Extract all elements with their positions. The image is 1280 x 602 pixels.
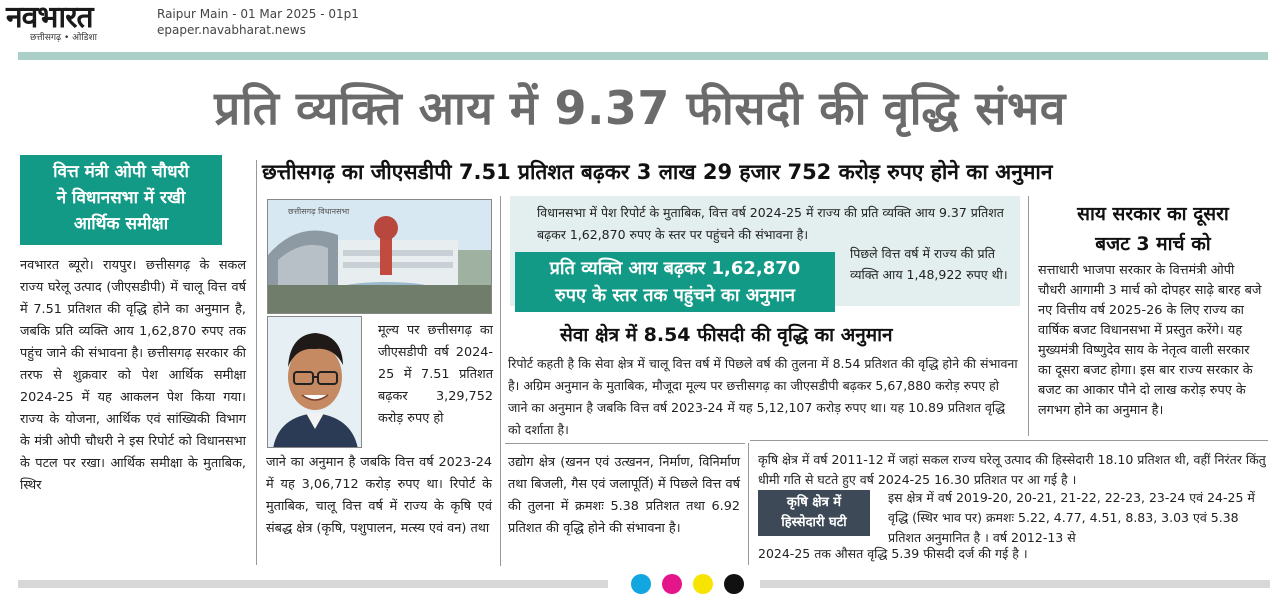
masthead	[0, 0, 1280, 44]
registration-dot-cyan	[631, 574, 651, 594]
column-divider	[1028, 196, 1029, 436]
agriculture-conclusion: 2024-25 तक औसत वृद्धि 5.39 फीसदी दर्ज की गई है ।	[758, 546, 1028, 561]
service-sector-heading: सेवा क्षेत्र में 8.54 फीसदी की वृद्धि का अनुमान	[560, 324, 893, 346]
kicker-line: हिस्सेदारी घटी	[781, 515, 847, 530]
middle-column-body-2: जाने का अनुमान है जबकि वित्त वर्ष 2023-24 में यह 3,06,712 करोड़ रुपए था। रिपोर्ट के मुताबिक, चालू वित्त वर्ष में राज्य के कृषि एवं संबद्ध क्षेत्र (कृषि, पशुपालन, मत्स्य एवं वन) तथा	[266, 455, 492, 536]
bottom-rule	[760, 580, 1270, 588]
column-divider	[748, 443, 749, 565]
agriculture-kicker	[758, 490, 870, 536]
epaper-url[interactable]: epaper.navabharat.news	[157, 23, 306, 37]
registration-dot-black	[724, 574, 744, 594]
page-subheadline: छत्तीसगढ़ का जीएसडीपी 7.51 प्रतिशत बढ़कर 3 लाख 29 हजार 752 करोड़ रुपए होने का अनुमान	[262, 160, 1053, 184]
column-divider	[256, 160, 257, 565]
building-illustration	[268, 200, 492, 314]
minister-portrait-photo	[267, 316, 362, 448]
section-divider	[505, 443, 745, 444]
kicker-line: वित्त मंत्री ओपी चौधरी	[53, 162, 189, 182]
heading-line: बजट 3 मार्च को	[1095, 233, 1211, 255]
edition-info: Raipur Main - 01 Mar 2025 - 01p1	[157, 7, 359, 21]
page-headline: प्रति व्यक्ति आय में 9.37 फीसदी की वृद्धि संभव	[214, 81, 1066, 135]
previous-year-income: पिछले वित्त वर्ष में राज्य की प्रति व्यक्ति आय 1,48,922 रुपए थी।	[850, 246, 1008, 282]
budget-heading	[1038, 199, 1268, 259]
logo-subtitle: छत्तीसगढ़ • ओडिशा	[30, 33, 97, 43]
agriculture-body: इस क्षेत्र में वर्ष 2019-20, 20-21, 21-22, 22-23, 23-24 एवं 24-25 में वृद्धि (स्थिर भाव पर) क्रमशः 5.22, 4.77, 4.51, 8.83, 3.03 एवं 5.38 प्रतिशत अनुमानित है । वर्ष 2012-13 से	[888, 490, 1255, 545]
industry-sector-body: उद्योग क्षेत्र (खनन एवं उत्खनन, निर्माण, विनिर्माण तथा बिजली, गैस एवं जलापूर्ति) में पिछले वित्त वर्ष की तुलना में क्रमशः 5.38 प्रतिशत तथा 6.92 प्रतिशत की वृद्धि होने की संभावना है।	[508, 455, 740, 536]
kicker-line: आर्थिक समीक्षा	[73, 214, 169, 234]
per-capita-kicker	[515, 252, 835, 312]
building-board-text: छत्तीसगढ़ विधानसभा	[288, 207, 350, 216]
budget-body: सत्ताधारी भाजपा सरकार के वित्तमंत्री ओपी चौधरी आगामी 3 मार्च को दोपहर साढ़े बारह बजे नए वित्तीय वर्ष 2025-26 के लिए राज्य का वार्षिक बजट विधानसभा में प्रस्तुत करेंगे। यह मुख्यमंत्री विष्णुदेव साय के नेतृत्व वाली सरकार का दूसरा बजट होगा। इस बार राज्य सरकार के बजट का आकार पौने दो लाख करोड़ रुपए के लगभग होने का अनुमान है।	[1038, 263, 1262, 418]
service-sector-body: रिपोर्ट कहती है कि सेवा क्षेत्र में चालू वित्त वर्ष में पिछले वर्ष की तुलना में 8.54 प्रतिशत की वृद्धि होने की संभावना है। अग्रिम अनुमान के मुताबिक, मौजूदा मूल्य पर छत्तीसगढ़ का जीएसडीपी बढ़कर 5,67,880 करोड़ रुपए हो जाने का अनुमान है जबकि वित्त वर्ष 2023-24 में यह 5,12,107 करोड़ रुपए था। यह 10.89 प्रतिशत वृद्धि को दर्शाता है।	[508, 356, 1018, 437]
assembly-building-photo	[267, 199, 492, 314]
left-column-body: नवभारत ब्यूरो। रायपुर। छत्तीसगढ़ के सकल राज्य घरेलू उत्पाद (जीएसडीपी) में चालू वित्त वर्ष में 7.51 प्रतिशत की वृद्धि होने का अनुमान है, जबकि प्रति व्यक्ति आय 1,62,870 रुपए तक पहुंच जाने की संभावना है। छत्तीसगढ़ सरकार की तरफ से शुक्रवार को पेश आर्थिक समीक्षा 2024-25 में यह आकलन पेश किया गया। राज्य के योजना, आर्थिक एवं सांख्यिकी विभाग के मंत्री ओपी चौधरी ने इस रिपोर्ट को विधानसभा के पटल पर रखा। आर्थिक समीक्षा के मुताबिक, स्थिर	[20, 258, 246, 493]
bottom-rule	[18, 580, 608, 588]
heading-line: साय सरकार का दूसरा	[1077, 203, 1229, 225]
top-rule	[18, 52, 1268, 60]
agriculture-intro: कृषि क्षेत्र में वर्ष 2011-12 में जहां सकल राज्य घरेलू उत्पाद की हिस्सेदारी 18.10 प्रतिशत थी, वहीं निरंतर किंतु धीमी गति से घटते हुए वर्ष 2024-25 16.30 प्रतिशत पर आ गई है ।	[758, 452, 1266, 487]
kicker-line: ने विधानसभा में रखी	[56, 188, 186, 208]
middle-column-body-1: मूल्य पर छत्तीसगढ़ का जीएसडीपी वर्ष 2024-25 में 7.51 प्रतिशत बढ़कर 3,29,752 करोड़ रुपए हो	[378, 323, 493, 426]
column-divider	[500, 196, 501, 566]
finance-minister-kicker	[20, 155, 222, 245]
registration-dot-yellow	[693, 574, 713, 594]
newspaper-logo: नवभारत	[6, 0, 93, 35]
registration-dot-magenta	[662, 574, 682, 594]
portrait-illustration	[268, 317, 362, 448]
kicker-line: कृषि क्षेत्र में	[786, 495, 842, 510]
kicker-line: प्रति व्यक्ति आय बढ़कर 1,62,870	[549, 258, 801, 279]
section-divider	[750, 440, 1268, 441]
kicker-line: रुपए के स्तर तक पहुंचने का अनुमान	[555, 285, 795, 306]
per-capita-summary: विधानसभा में पेश रिपोर्ट के मुताबिक, वित्त वर्ष 2024-25 में राज्य की प्रति व्यक्ति आय 9.37 प्रतिशत बढ़कर 1,62,870 रुपए के स्तर पर पहुंचने की संभावना है।	[537, 205, 1004, 242]
